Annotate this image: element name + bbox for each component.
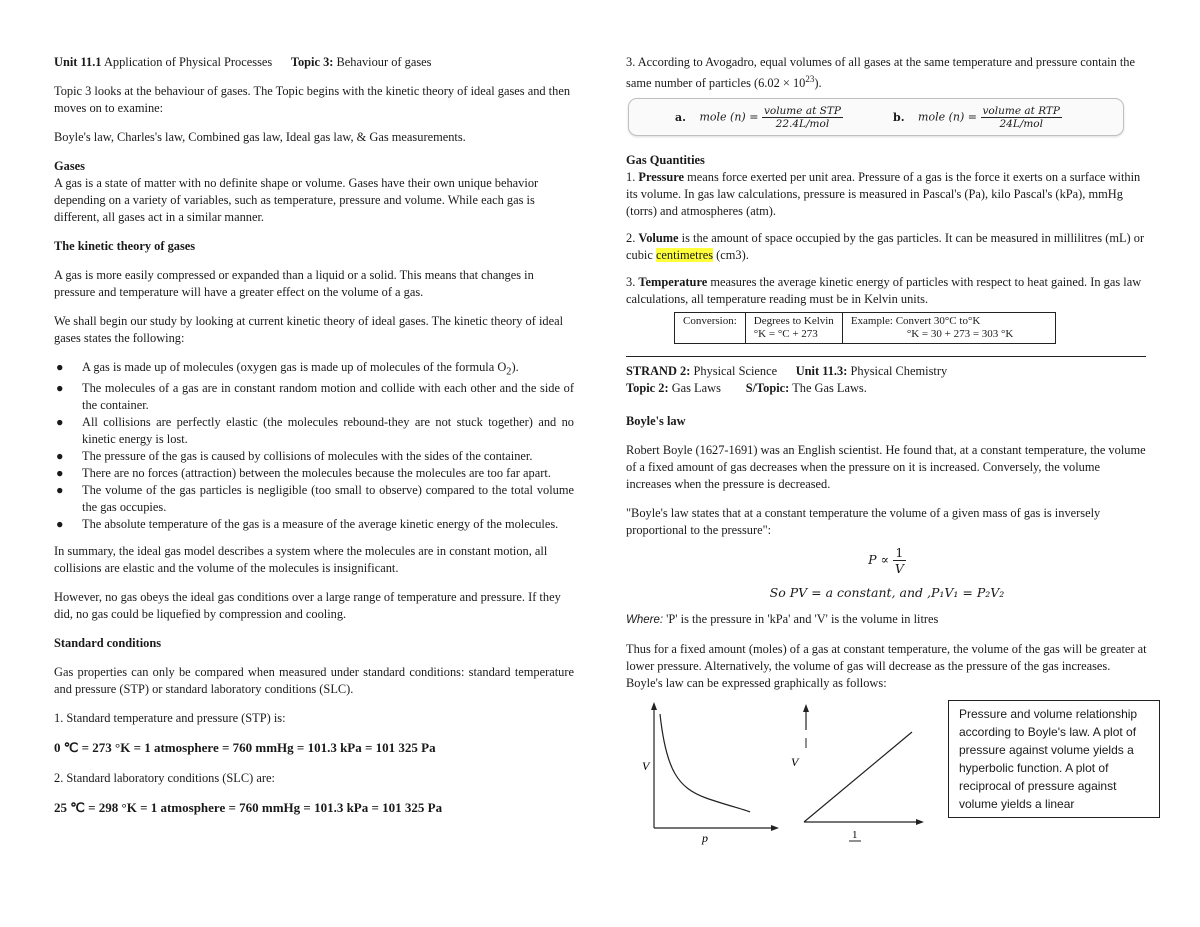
- linear-line: [804, 732, 912, 822]
- intro-text: Topic 3 looks at the behaviour of gases. The Topic begins with the kinetic theory of ideal gases and then moves on to examine:: [54, 84, 571, 115]
- hyperbola-curve: [660, 714, 750, 812]
- list-item: ● The molecules of a gas are in constant random motion and collide with each other and the side of the container.: [56, 381, 574, 413]
- bullet-icon: ●: [56, 381, 64, 396]
- conversion-label: Conversion:: [675, 313, 746, 344]
- avogadro-text: 3. According to Avogadro, equal volumes of all gases at the same temperature and pressure contain the same number of particles $(6.02 \times 10^{23})$.: [626, 55, 1136, 91]
- pressure-text: 1. Pressure means force exerted per unit area. Pressure of a gas is the force it exerts on a surface within its volume. In gas law calculations, pressure is measured in Pascal's (Pa), kilo Pascal's (kPa), mmHg (torrs) and atmospheres (atm).: [626, 170, 1141, 219]
- topic-header: Topic 2: Gas Laws S/Topic: The Gas Laws.: [626, 381, 867, 396]
- boyle-quote: "Boyle's law states that at a constant temperature the volume of a given mass of gas is inversely proportional to the pressure":: [626, 506, 1101, 538]
- graph2-y-arrow-icon: [803, 704, 809, 712]
- standard-text: Gas properties can only be compared when measured under standard conditions: standard temperature and pressure (STP) or standard laboratory conditions (SLC).: [54, 665, 574, 697]
- kinetic-heading: The kinetic theory of gases: [54, 239, 196, 253]
- slc-equation: 25 ℃ = 298 °K = 1 atmosphere = 760 mmHg = 101.3 kPa = 101 325 Pa: [54, 800, 443, 816]
- quantities-heading: Gas Quantities: [626, 153, 705, 168]
- summary-text: In summary, the ideal gas model describes a system where the molecules are in constant motion, all collisions are elastic and the volume of the molecules is insignificant.: [54, 544, 548, 576]
- kinetic-paragraph-1: A gas is more easily compressed or expanded than a liquid or a solid. This means that changes in pressure and temperature will have a greater effect on the volume of a gas.: [54, 268, 534, 299]
- bullet-icon: ●: [56, 466, 64, 481]
- graph1-x-label: p: [702, 831, 708, 846]
- bullet-icon: ●: [56, 483, 64, 498]
- bullet-icon: ●: [56, 415, 64, 430]
- formula-a: a. mole (n) = $\frac{\text{volume at STP}}{\text{22.4L/mol}}$: [675, 105, 841, 131]
- graph2-x-arrow-icon: [916, 819, 924, 825]
- right-column: [626, 54, 1148, 845]
- constant-equation: So PV = a constant, and ,P₁V₁ = P₂V₂: [769, 585, 1005, 601]
- list-item: ● There are no forces (attraction) between the molecules because the molecules are too far apart.: [56, 466, 551, 481]
- graph1-x-arrow-icon: [771, 825, 779, 831]
- bullet-icon: ●: [56, 517, 64, 532]
- boyle-graphs: [626, 700, 1148, 845]
- graph2-x-label: 1: [852, 829, 858, 842]
- hyperbola-graph: [642, 702, 779, 845]
- graphs-svg: [626, 700, 946, 845]
- bullet-icon: ●: [56, 360, 64, 374]
- conversion-example: Example: Convert 30°C to°K °K = 30 + 273 = 303 °K: [842, 313, 1055, 344]
- graph1-y-arrow-icon: [651, 702, 657, 710]
- divider: [626, 356, 1146, 357]
- formula-b: b. mole (n) = $\frac{\text{volume at RTP}}{\text{24L/mol}}$: [893, 105, 1060, 131]
- highlighted-word: centimetres: [655, 248, 714, 263]
- thus-paragraph: Thus for a fixed amount (moles) of a gas at constant temperature, the volume of the gas will be greater at lower pressure. Alternatively, the volume of gas will decrease as the pressure of the gas increases. Boyle's law can be expressed graphically as follows:: [626, 642, 1147, 691]
- however-text: However, no gas obeys the ideal gas conditions over a large range of temperature and pressure. If they did, no gas could be liquefied by compression and cooling.: [54, 590, 561, 622]
- gases-heading: Gases: [54, 159, 85, 173]
- linear-graph: [791, 704, 924, 841]
- list-item: ● The pressure of the gas is caused by collisions of molecules with the sides of the container.: [56, 449, 533, 464]
- graph2-y-label: V: [791, 755, 799, 770]
- unit-header: Unit 11.1 Application of Physical Processes Topic 3: Behaviour of gases: [54, 55, 432, 69]
- laws-list: Boyle's law, Charles's law, Combined gas law, Ideal gas law, & Gas measurements.: [54, 130, 466, 144]
- stp-equation: 0 ℃ = 273 °K = 1 atmosphere = 760 mmHg = 101.3 kPa = 101 325 Pa: [54, 740, 436, 756]
- where-line: Where: 'P' is the pressure in 'kPa' and 'V' is the volume in litres: [626, 612, 939, 627]
- strand-header: STRAND 2: Physical Science Unit 11.3: Physical Chemistry: [626, 364, 948, 379]
- list-item: ● The absolute temperature of the gas is a measure of the average kinetic energy of the molecules.: [56, 517, 559, 532]
- gases-text: A gas is a state of matter with no definite shape or volume. Gases have their own unique behavior depending on a variety of variables, such as temperature, pressure and volume. While each gas is different, all gases act in a similar manner.: [54, 176, 539, 224]
- slc-label: 2. Standard laboratory conditions (SLC) are:: [54, 771, 275, 786]
- standard-heading: Standard conditions: [54, 636, 162, 651]
- kinetic-bullet-list: [54, 359, 574, 533]
- mole-formula-box: [628, 98, 1124, 136]
- graph-caption-box: Pressure and volume relationship according to Boyle's law. A plot of pressure against volume yields a hyperbolic function. A plot of reciprocal of pressure against volume yields a linear: [948, 700, 1160, 818]
- graph1-y-label: V: [642, 759, 650, 774]
- volume-text: 2. Volume is the amount of space occupied by the gas particles. It can be measured in millilitres (mL) or cubic centimetres (cm3).: [626, 231, 1145, 263]
- stp-label: 1. Standard temperature and pressure (STP) is:: [54, 711, 286, 726]
- temperature-text: 3. Temperature measures the average kinetic energy of particles with respect to heat gained. In gas law calculations, all temperature reading must be in Kelvin units.: [626, 275, 1142, 307]
- proportionality-equation: P ∝ $\frac{1}{V}$: [868, 545, 904, 577]
- left-column: [54, 54, 574, 828]
- boyle-heading: Boyle's law: [626, 414, 686, 429]
- boyle-paragraph: Robert Boyle (1627-1691) was an English scientist. He found that, at a constant temperature, the volume of a fixed amount of gas decreases when the pressure on it is increased. Conversely, the volume increases when the pressure is decreased.: [626, 443, 1146, 492]
- kinetic-paragraph-2: We shall begin our study by looking at current kinetic theory of ideal gases. The kinetic theory of ideal gases states the following:: [54, 314, 564, 345]
- list-item: ● All collisions are perfectly elastic (the molecules rebound-they are not stuck together) and no kinetic energy is lost.: [56, 415, 574, 447]
- conversion-formula: Degrees to Kelvin °K = °C + 273: [745, 313, 842, 344]
- list-item: ● The volume of the gas particles is negligible (too small to observe) compared to the total volume the gas occupies.: [56, 483, 574, 515]
- list-item: ● A gas is made up of molecules (oxygen gas is made up of molecules of the formula $O_2$).: [56, 360, 519, 378]
- conversion-table: [674, 312, 1056, 344]
- bullet-icon: ●: [56, 449, 64, 464]
